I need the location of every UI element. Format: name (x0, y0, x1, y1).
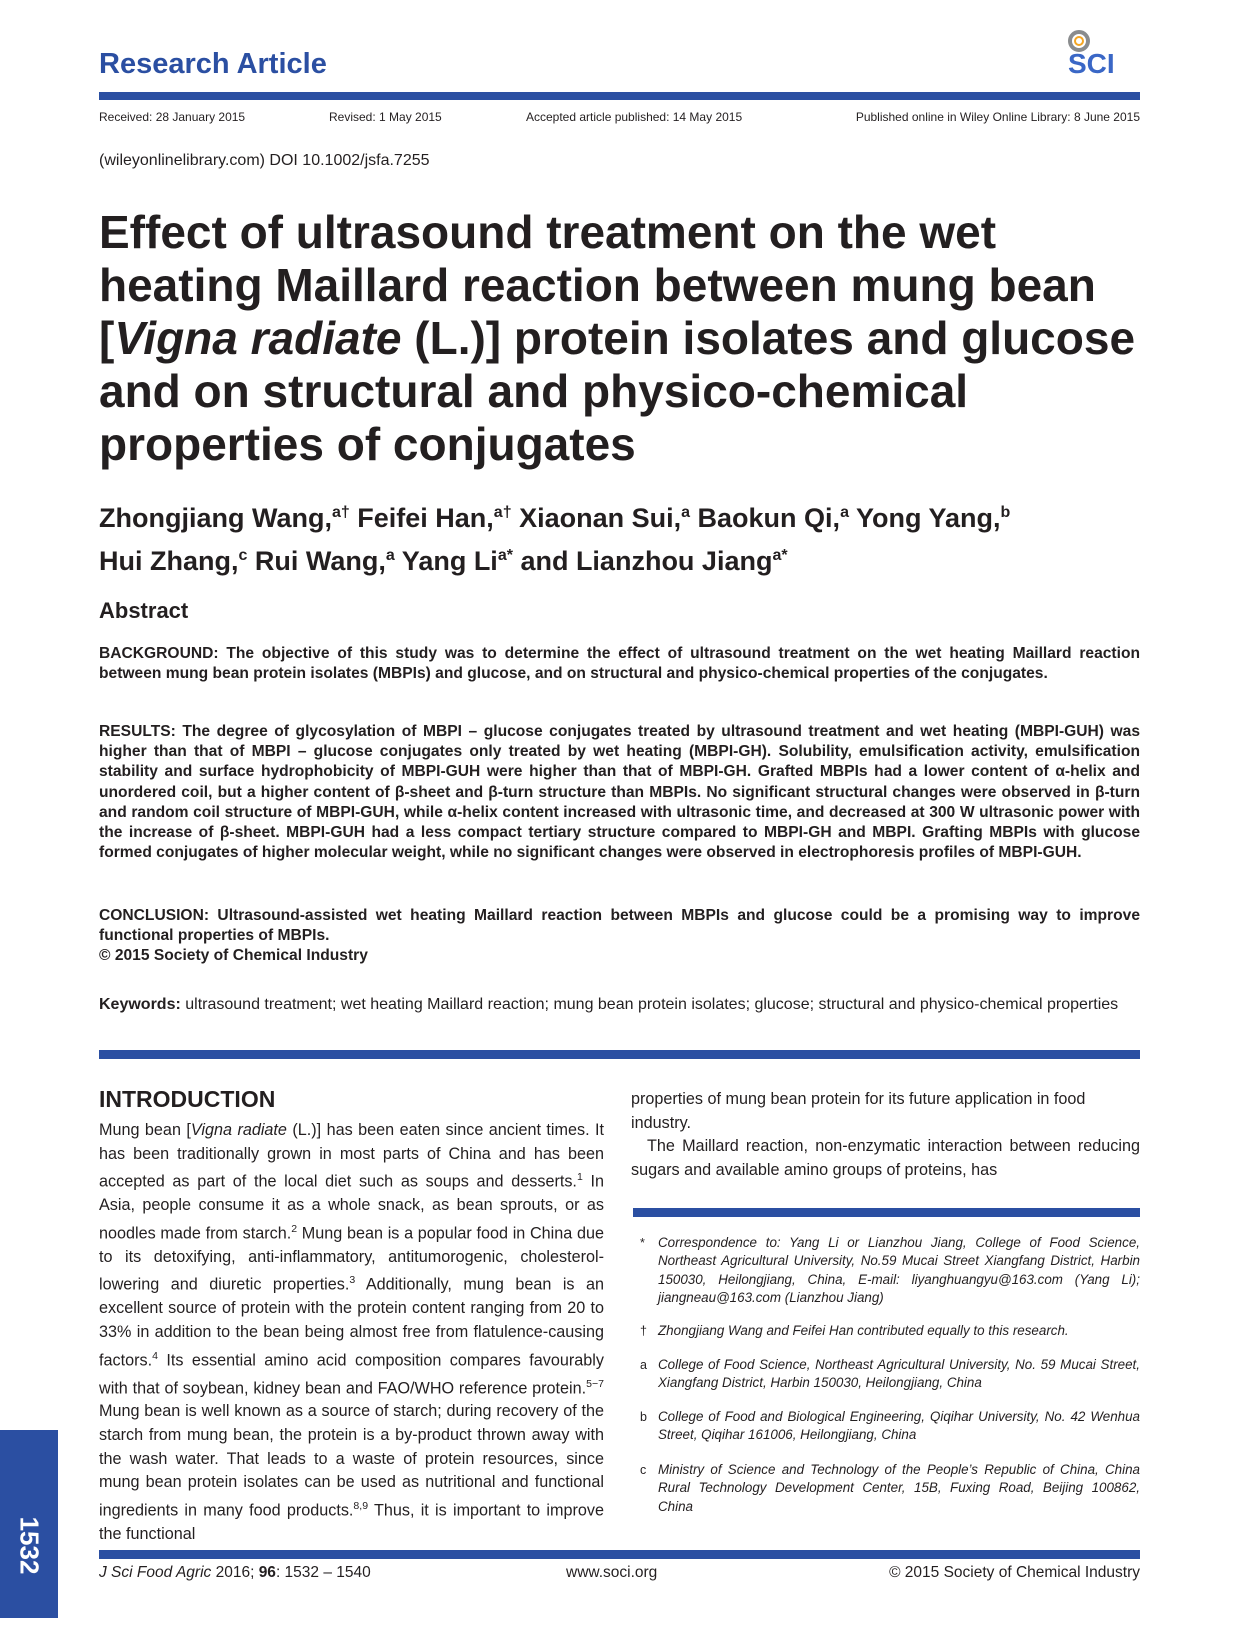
author-name: Baokun Qi, (690, 503, 841, 533)
author-name: Yong Yang, (848, 503, 1001, 533)
citation-ref[interactable]: 8,9 (353, 1499, 369, 1512)
citation-ref[interactable]: 4 (152, 1349, 158, 1362)
footnote-affiliation-c (633, 1461, 1140, 1516)
citation-ref[interactable]: 3 (349, 1274, 356, 1287)
journal-citation (99, 1564, 371, 1582)
published-date: Published online in Wiley Online Library: 8 June 2015 (855, 110, 1140, 124)
introduction-column-left (99, 1119, 604, 1546)
footnote-divider (633, 1208, 1140, 1217)
footnote-mark: a (640, 1358, 647, 1372)
footnote-mark: c (640, 1463, 647, 1477)
abstract-results: RESULTS: The degree of glycosylation of MBPI – glucose conjugates treated by ultrasound treatment and wet heating (MBPI-GUH) was higher than that of MBPI – glucose conjugates only treated by wet heating (MBPI-GH). Solubility, emulsification activity, emulsification stability and surface hydrophobicity of MBPI-GUH were higher than that of MBPI-GH. Grafted MBPIs had a lower content of α-helix and unordered coil, but a higher content of β-sheet and β-turn structure than MBPIs. No significant structural changes were observed in β-turn and random coil structure of MBPI-GUH, while α-helix content increased with ultrasonic time, and decreased at 300 W ultrasonic power with the increase of β-sheet. MBPI-GUH had a less compact tertiary structure compared to MBPI-GH and MBPI. Grafting MBPIs with glucose formed conjugates of higher molecular weight, while no significant changes were observed in electrophoresis profiles of MBPI-GUH. (99, 723, 1140, 862)
received-date: Received: 28 January 2015 (99, 110, 246, 124)
author-name: Rui Wang, (247, 546, 386, 576)
body-text: In Asia, people consume it as a whole snack, as bean sprouts, or as noodles made from starch. (99, 1172, 604, 1243)
footnote-mark: † (640, 1324, 647, 1338)
author-name: Yang Li (394, 546, 498, 576)
author-affiliation: a (681, 504, 691, 521)
conclusion-text: CONCLUSION: Ultrasound-assisted wet heating Maillard reaction between MBPIs and glucose could be a promising way to improve functional properties of MBPIs. (99, 907, 1140, 945)
citation-year: 2016; (211, 1564, 259, 1581)
sci-logo-text: SCI (1068, 48, 1115, 79)
journal-name: J Sci Food Agric (99, 1564, 212, 1581)
body-paragraph: properties of mung bean protein for its future application in food industry. (631, 1090, 1086, 1132)
keywords-list: ultrasound treatment; wet heating Maillard reaction; mung bean protein isolates; glucose; structural and physico-chemical properties (180, 996, 1119, 1013)
footnote-text: Ministry of Science and Technology of the People’s Republic of China, China Rural Technology Development Center, 15B, Fuxing Road, Beijing 100862, China (658, 1462, 1140, 1514)
body-text: Thus, it is important to improve the functional (99, 1501, 605, 1543)
author-affiliation: a† (331, 504, 350, 521)
author-affiliation: a (385, 547, 395, 564)
author-affiliation: a† (493, 504, 512, 521)
body-text: Mung bean [ (99, 1121, 191, 1139)
keywords (99, 994, 1140, 1015)
top-divider (99, 92, 1140, 100)
body-text: Mung bean is a popular food in China due to its detoxifying, anti-inflammatory, antitumorogenic, cholesterol-lowering and diuretic properties. (99, 1224, 604, 1294)
author-affiliation: c (238, 547, 248, 564)
abstract-conclusion (99, 906, 1140, 967)
section-divider (99, 1050, 1140, 1059)
accepted-date: Accepted article published: 14 May 2015 (526, 110, 743, 124)
author-affiliation: b (1000, 504, 1011, 521)
footnote-text: Correspondence to: Yang Li or Lianzhou Jiang, College of Food Science, Northeast Agricultural University, No.59 Mucai Street Xiangfang District, Harbin 150030, Heilongjiang, China, E-mail: liyanghuangyu@163.com (Yang Li); jiangneau@163.com (Lianzhou Jiang) (658, 1235, 1140, 1306)
title-line: properties of conjugates (99, 418, 636, 470)
citation-ref[interactable]: 2 (291, 1222, 298, 1235)
revised-date: Revised: 1 May 2015 (329, 110, 442, 124)
footnote-mark: b (640, 1410, 647, 1424)
title-line: Effect of ultrasound treatment on the wet (99, 206, 997, 258)
abstract-copyright: © 2015 Society of Chemical Industry (99, 947, 368, 965)
introduction-column-right (631, 1088, 1140, 1182)
body-text: Additionally, mung bean is an excellent source of protein with the protein content ranging from 20 to 33% in addition to the bean being almost free from flatulence-causing factors. (99, 1275, 605, 1369)
abstract-heading: Abstract (99, 598, 189, 623)
citation-ref[interactable]: 1 (576, 1171, 583, 1184)
footer-copyright: © 2015 Society of Chemical Industry (889, 1564, 1140, 1581)
author-name: Feifei Han, (349, 503, 494, 533)
author-name: and Lianzhou Jiang (512, 546, 773, 576)
keywords-label: Keywords: (99, 996, 181, 1013)
body-paragraph: The Maillard reaction, non-enzymatic interaction between reducing sugars and available amino groups of proteins, has (631, 1137, 1140, 1179)
author-list (99, 494, 1149, 580)
footer-divider (99, 1550, 1140, 1559)
citation-ref[interactable]: 5−7 (586, 1377, 604, 1390)
footnote-text: College of Food Science, Northeast Agricultural University, No. 59 Mucai Street, Xiangfang District, Harbin 150030, Heilongjiang, China (658, 1357, 1140, 1391)
title-species-name: Vigna radiate (114, 312, 402, 364)
title-line: and on structural and physico-chemical (99, 365, 969, 417)
author-affiliation: a (840, 504, 849, 521)
title-line: [ (99, 312, 115, 364)
species-name: Vigna radiate (190, 1121, 287, 1139)
body-text: (L.)] has been eaten since ancient times. It has been traditionally grown in most parts of China and has been accepted as part of the local diet such as soups and desserts. (99, 1121, 605, 1191)
citation-pages: : 1532 – 1540 (275, 1564, 371, 1581)
footnote-correspondence (633, 1234, 1140, 1308)
website-link[interactable]: www.soci.org (566, 1564, 658, 1581)
article-type-label: Research Article (99, 48, 327, 80)
author-affiliation: a* (772, 547, 788, 564)
footnote-affiliation-b (633, 1408, 1140, 1445)
author-name: Zhongjiang Wang, (99, 503, 332, 533)
author-name: Xiaonan Sui, (511, 503, 682, 533)
footnote-text: Zhongjiang Wang and Feifei Han contributed equally to this research. (658, 1323, 1069, 1338)
introduction-heading: INTRODUCTION (99, 1086, 276, 1112)
footnote-affiliation-a (633, 1356, 1140, 1393)
author-name: Hui Zhang, (99, 546, 239, 576)
title-line: heating Maillard reaction between mung bean (99, 259, 1096, 311)
abstract-background: BACKGROUND: The objective of this study was to determine the effect of ultrasound treatment on the wet heating Maillard reaction between mung bean protein isolates (MBPIs) and glucose, and on structural and physico-chemical properties of the conjugates. (99, 645, 1140, 683)
title-line: (L.)] protein isolates and glucose (401, 312, 1136, 364)
page-number: 1532 (14, 1516, 45, 1575)
doi-line: (wileyonlinelibrary.com) DOI 10.1002/jsfa.7255 (99, 152, 430, 169)
footnote-text: College of Food and Biological Engineering, Qiqihar University, No. 42 Wenhua Street, Qiqihar 161006, Heilongjiang, China (658, 1409, 1140, 1443)
body-text: Mung bean is well known as a source of starch; during recovery of the starch from mung bean, the protein is a by-product thrown away with the wash water. That leads to a waste of protein resources, since mung bean protein isolates can be used as nutritional and functional ingredients in many food products. (99, 1402, 604, 1520)
body-text: Its essential amino acid composition compares favourably with that of soybean, kidney bean and FAO/WHO reference protein. (99, 1350, 604, 1397)
citation-volume: 96 (258, 1564, 276, 1581)
author-affiliation: a* (497, 547, 513, 564)
footnote-equal-contribution (633, 1322, 1140, 1340)
article-title (99, 206, 1149, 471)
footnote-mark: * (640, 1236, 645, 1250)
